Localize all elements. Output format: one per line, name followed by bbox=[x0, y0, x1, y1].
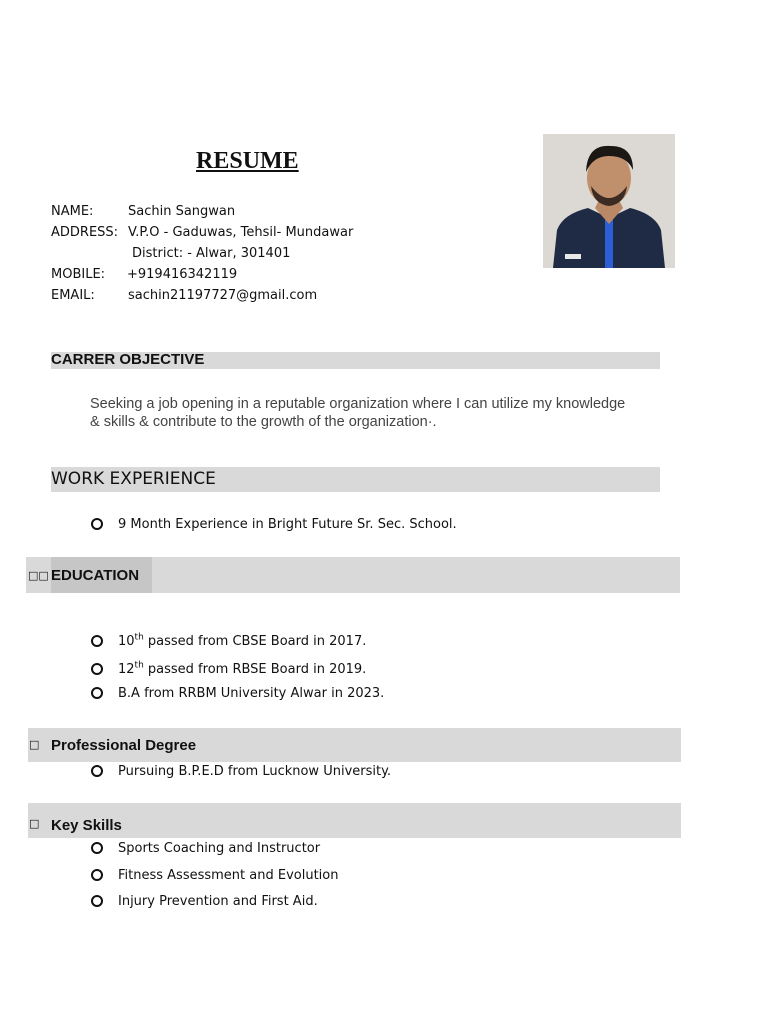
professional-heading: Professional Degree bbox=[51, 737, 197, 754]
page-title: RESUME bbox=[196, 148, 299, 174]
skills-item: Injury Prevention and First Aid. bbox=[118, 894, 318, 909]
profile-photo bbox=[543, 134, 675, 268]
mobile-label: MOBILE: bbox=[51, 267, 106, 282]
person-photo-icon bbox=[543, 134, 675, 268]
objective-text bbox=[90, 395, 625, 431]
skills-heading: Key Skills bbox=[51, 817, 122, 834]
email-label: EMAIL: bbox=[51, 288, 95, 303]
address-line2: District: - Alwar, 301401 bbox=[132, 246, 291, 261]
checkbox-marker-icon: □ bbox=[29, 738, 40, 751]
name-value: Sachin Sangwan bbox=[128, 204, 236, 219]
skills-bar bbox=[28, 803, 681, 838]
bullet-icon bbox=[91, 635, 103, 647]
education-item: B.A from RRBM University Alwar in 2023. bbox=[118, 686, 385, 701]
education-item: 12th passed from RBSE Board in 2019. bbox=[118, 660, 367, 677]
address-line1: V.P.O - Gaduwas, Tehsil- Mundawar bbox=[128, 225, 354, 240]
bullet-icon bbox=[91, 842, 103, 854]
bullet-icon bbox=[91, 765, 103, 777]
bullet-icon bbox=[91, 663, 103, 675]
experience-item: 9 Month Experience in Bright Future Sr. Sec. School. bbox=[118, 517, 457, 532]
mobile-value: +919416342119 bbox=[127, 267, 238, 282]
bullet-icon bbox=[91, 895, 103, 907]
checkbox-marker-icon: □□ bbox=[28, 569, 49, 582]
checkbox-marker-icon: □ bbox=[29, 817, 40, 830]
skills-item: Fitness Assessment and Evolution bbox=[118, 868, 339, 883]
objective-line2: & skills & contribute to the growth of the organization·. bbox=[90, 414, 437, 430]
professional-item: Pursuing B.P.E.D from Lucknow University. bbox=[118, 764, 392, 779]
education-item: 10th passed from CBSE Board in 2017. bbox=[118, 632, 367, 649]
objective-line1: Seeking a job opening in a reputable organization where I can utilize my knowledge bbox=[90, 396, 626, 412]
email-value[interactable]: sachin21197727@gmail.com bbox=[128, 288, 318, 303]
education-heading: EDUCATION bbox=[51, 567, 140, 584]
objective-heading: CARRER OBJECTIVE bbox=[51, 351, 205, 368]
bullet-icon bbox=[91, 869, 103, 881]
bullet-icon bbox=[91, 687, 103, 699]
address-label: ADDRESS: bbox=[51, 225, 119, 240]
name-label: NAME: bbox=[51, 204, 94, 219]
bullet-icon bbox=[91, 518, 103, 530]
skills-item: Sports Coaching and Instructor bbox=[118, 841, 321, 856]
experience-heading: WORK EXPERIENCE bbox=[51, 469, 216, 489]
